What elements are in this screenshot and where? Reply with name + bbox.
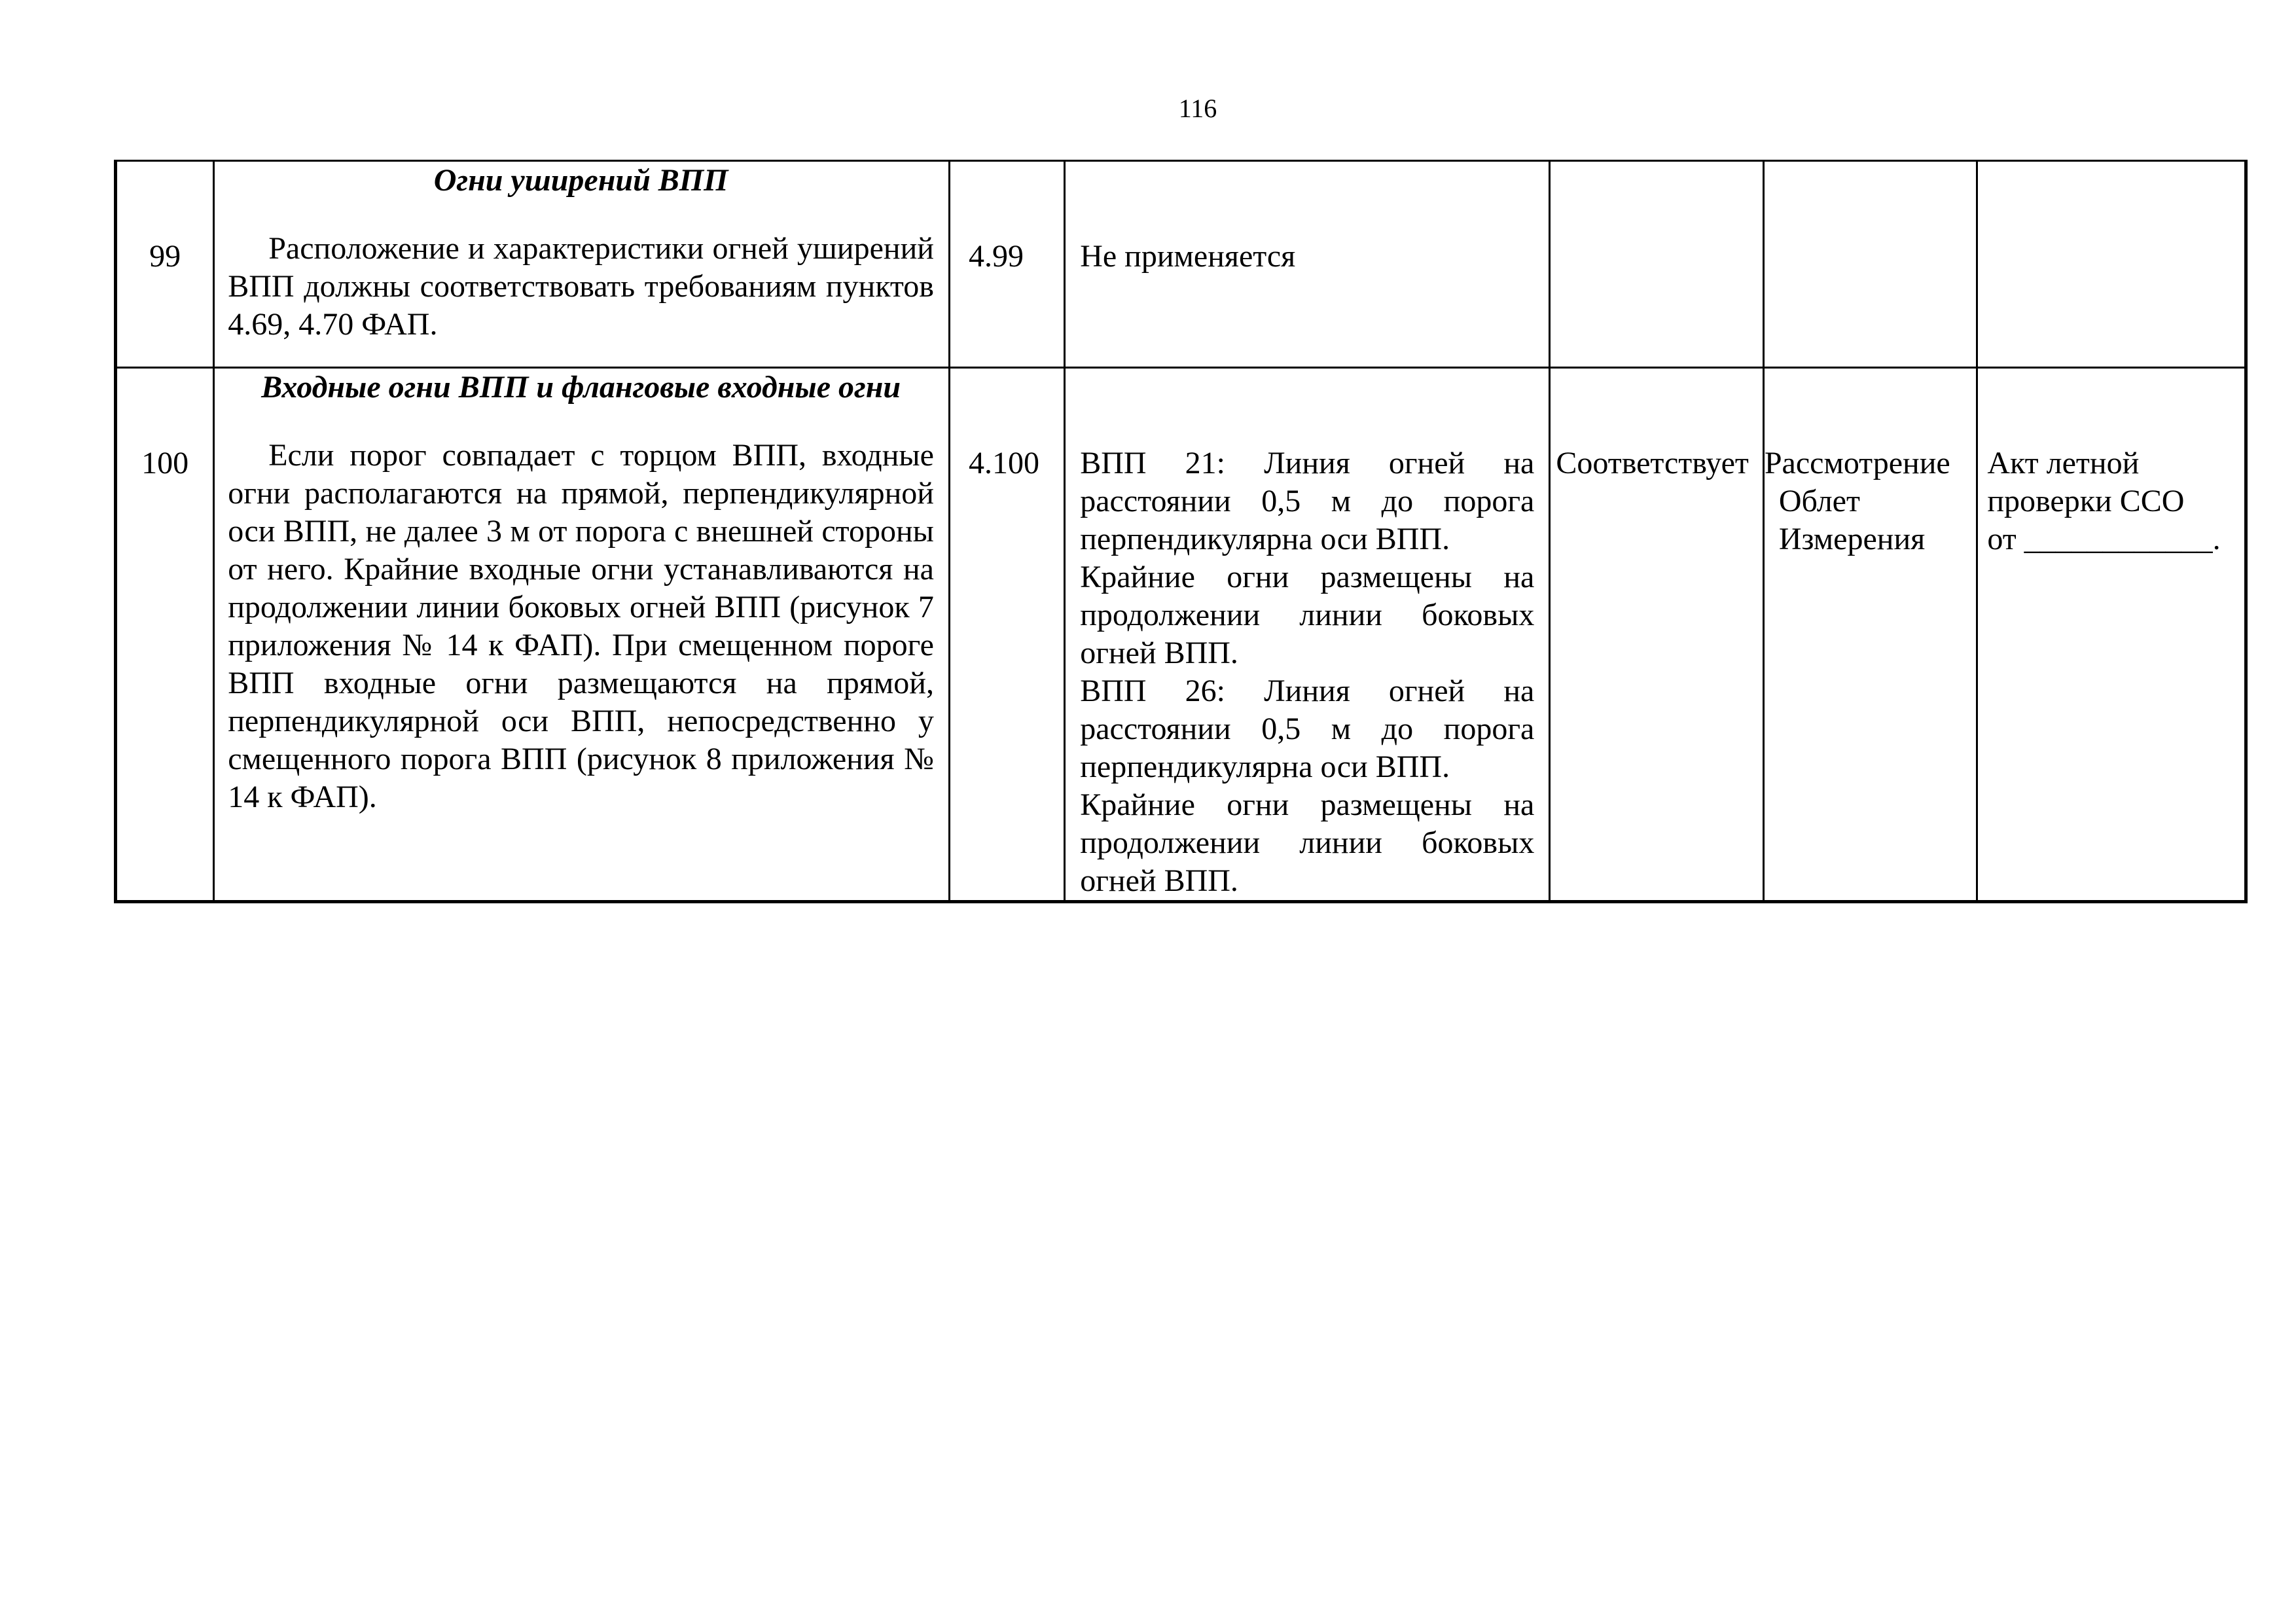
document-cell — [1977, 161, 2246, 368]
requirement-cell — [214, 368, 950, 902]
method-item: Измерения — [1778, 522, 1926, 556]
page-number: 116 — [1178, 94, 1217, 123]
result-text: ВПП 26: Линия огней на расстоянии 0,5 м до порога перпендикулярна оси ВПП. — [1080, 674, 1535, 784]
requirements-table — [114, 160, 2248, 903]
table-row — [116, 368, 2246, 902]
result-text: Крайние огни размещены на продолжении линии боковых огней ВПП. — [1080, 787, 1535, 898]
result-cell — [1065, 368, 1550, 902]
result-text: Крайние огни размещены на продолжении линии боковых огней ВПП. — [1080, 560, 1535, 670]
document-line: от ____________. — [1987, 522, 2221, 556]
document-cell — [1977, 368, 2246, 902]
document-line: Акт летной — [1987, 446, 2140, 480]
point-number: 4.99 — [968, 239, 1024, 274]
requirement-cell — [214, 161, 950, 368]
point-number: 4.100 — [968, 446, 1039, 480]
result-text: Не применяется — [1080, 239, 1296, 274]
requirement-text: Расположение и характеристики огней уширений ВПП должны соответствовать требованиям пунктов 4.69, 4.70 ФАП. — [228, 231, 934, 342]
compliance-cell — [1550, 368, 1764, 902]
result-cell — [1065, 161, 1550, 368]
table-row — [116, 161, 2246, 368]
document-line: проверки ССО — [1987, 484, 2185, 518]
point-cell — [949, 368, 1064, 902]
compliance-status: Соответствует — [1556, 446, 1749, 480]
method-item: Облет — [1778, 484, 1860, 518]
method-cell — [1763, 368, 1977, 902]
row-number-cell — [116, 161, 214, 368]
point-cell — [949, 161, 1064, 368]
section-heading: Входные огни ВПП и фланговые входные огни — [261, 370, 901, 405]
method-item: Рассмотрение — [1764, 446, 1950, 480]
row-number-cell — [116, 368, 214, 902]
requirement-text: Если порог совпадает с торцом ВПП, входные огни располагаются на прямой, перпендикулярной оси ВПП, не далее 3 м от порога с внешней стороны от него. Крайние входные огни устанавливаются на продолжении линии боковых огней ВПП (рисунок 7 приложения № 14 к ФАП). При смещенном пороге ВПП входные огни размещаются на прямой, перпендикулярной оси ВПП, непосредственно у смещенного порога ВПП (рисунок 8 приложения № 14 к ФАП). — [228, 438, 934, 814]
method-cell — [1763, 161, 1977, 368]
row-number: 100 — [141, 446, 189, 480]
row-number: 99 — [149, 239, 181, 274]
result-text: ВПП 21: Линия огней на расстоянии 0,5 м до порога перпендикулярна оси ВПП. — [1080, 446, 1535, 556]
compliance-cell — [1550, 161, 1764, 368]
section-heading: Огни уширений ВПП — [433, 163, 728, 198]
